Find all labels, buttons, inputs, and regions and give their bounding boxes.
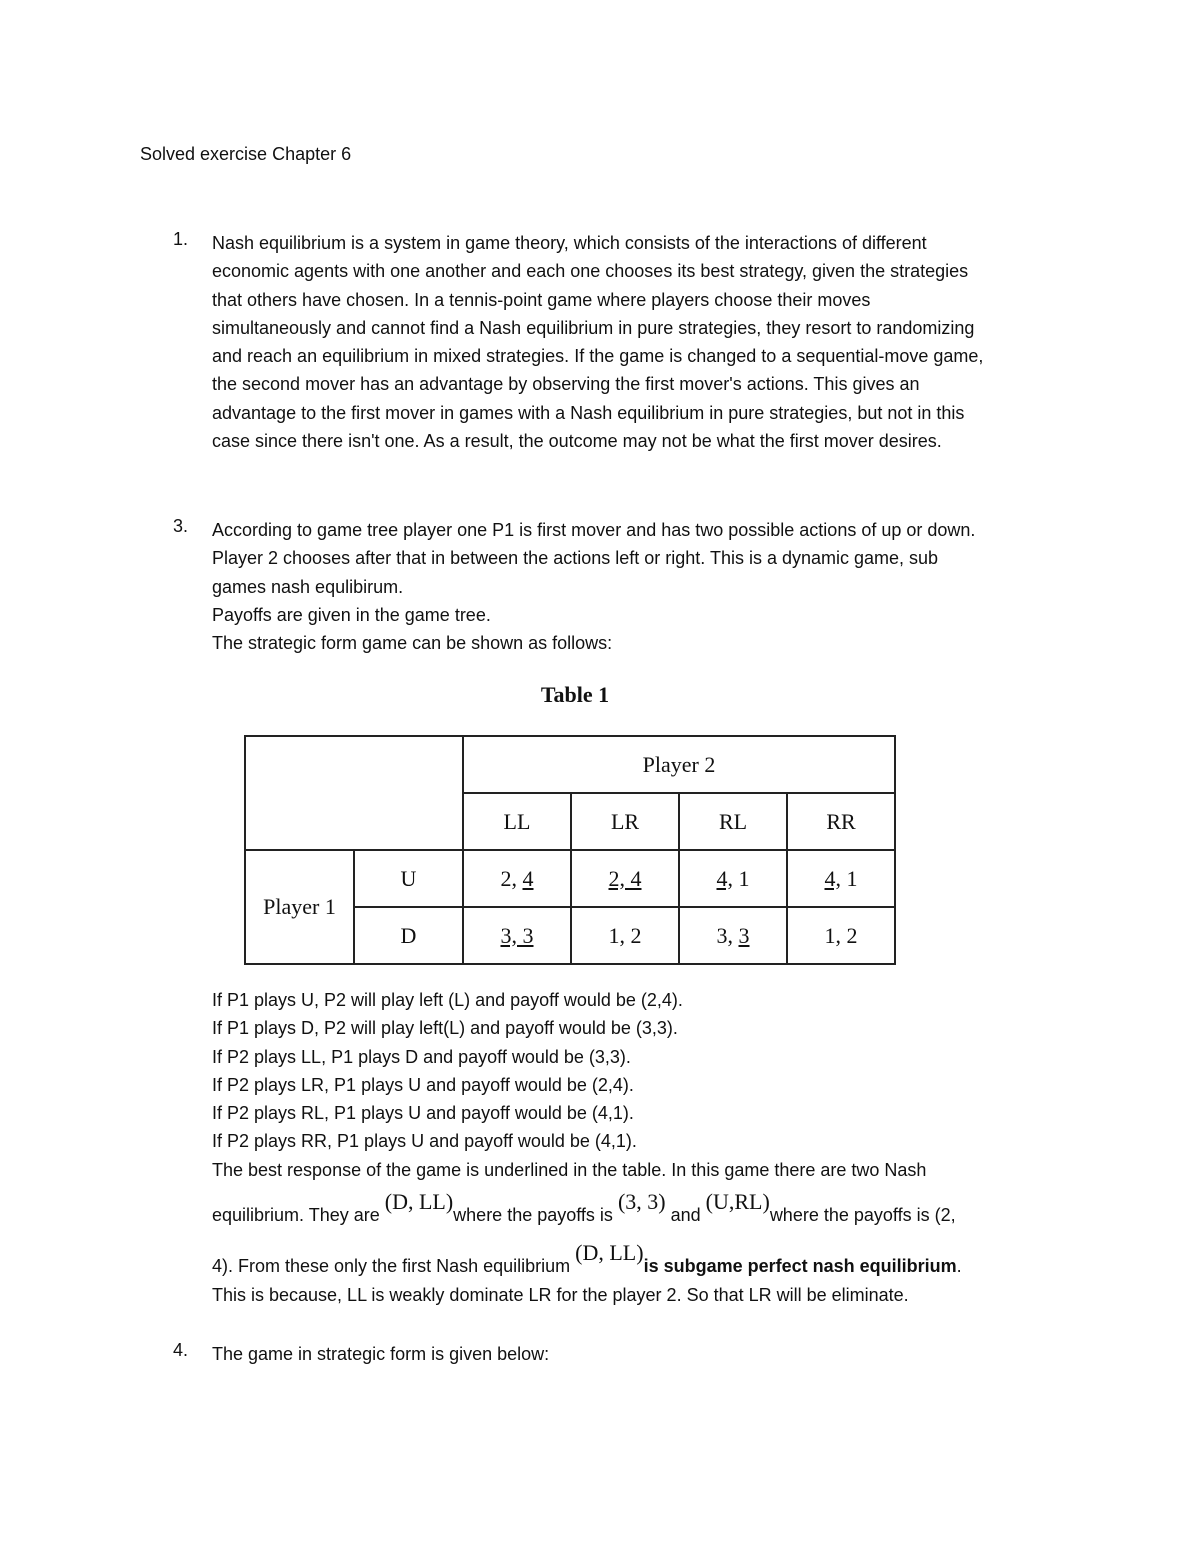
column-header: RL: [679, 793, 787, 850]
payoff-p1: 4,: [716, 865, 733, 891]
payoff-cell: [679, 907, 787, 964]
payoff-p1: 2,: [608, 865, 631, 891]
math-expression: (U,RL): [705, 1189, 770, 1215]
text-line: the second mover has an advantage by observing the first mover's actions. This gives an: [212, 374, 920, 395]
payoff-p1: 3,: [716, 922, 733, 948]
row-header: U: [354, 850, 463, 907]
payoff-cell: [463, 907, 571, 964]
payoff-cell: [571, 907, 679, 964]
text-line: and reach an equilibrium in mixed strategies. If the game is changed to a sequential-move game,: [212, 346, 984, 367]
text-span: equilibrium. They are: [212, 1205, 385, 1226]
payoff-p2: 1: [738, 865, 750, 891]
payoff-p2: 3: [522, 922, 534, 948]
player2-header: Player 2: [463, 736, 895, 793]
payoff-p2: 4: [522, 865, 534, 891]
text-line: simultaneously and cannot find a Nash equilibrium in pure strategies, they resort to randomizing: [212, 317, 975, 338]
equilibrium-line: [212, 1189, 1092, 1229]
text-line: The strategic form game can be shown as follows:: [212, 633, 613, 654]
text-line: If P2 plays RL, P1 plays U and payoff would be (4,1).: [212, 1103, 634, 1124]
list-number: 3.: [173, 516, 189, 536]
column-header: RR: [787, 793, 895, 850]
text-line: The game in strategic form is given below:: [212, 1344, 550, 1364]
text-line: economic agents with one another and each one chooses its best strategy, given the strategies: [212, 261, 969, 282]
payoff-p1: 2,: [500, 865, 517, 891]
table-title: Table 1: [540, 682, 610, 707]
text-line: Player 2 chooses after that in between the actions left or right. This is a dynamic game, sub: [212, 548, 939, 569]
text-line: If P2 plays LL, P1 plays D and payoff would be (3,3).: [212, 1046, 631, 1067]
text-line: This is because, LL is weakly dominate LR for the player 2. So that LR will be eliminate.: [212, 1284, 909, 1305]
item1-paragraph: [212, 229, 1082, 455]
corner-cell: [245, 736, 463, 850]
column-header: LL: [463, 793, 571, 850]
payoff-p2: 3: [738, 922, 750, 948]
payoff-p1: 1,: [608, 922, 625, 948]
payoff-cell: [787, 850, 895, 907]
payoff-p1: 4,: [824, 865, 841, 891]
text-span: 4). From these only the first Nash equilibrium: [212, 1256, 576, 1277]
payoff-p1: 1,: [824, 922, 841, 948]
text-span: where the payoffs is (2,: [769, 1205, 956, 1226]
list-number: 1.: [173, 229, 189, 249]
payoff-table: [244, 735, 896, 965]
text-line: Payoffs are given in the game tree.: [212, 604, 491, 625]
payoff-p2: 1: [846, 865, 858, 891]
bold-text: is subgame perfect nash equilibrium: [643, 1256, 957, 1277]
payoff-cell: [571, 850, 679, 907]
text-line: If P1 plays D, P2 will play left(L) and payoff would be (3,3).: [212, 1018, 678, 1039]
payoff-p2: 2: [846, 922, 858, 948]
text-span: .: [956, 1256, 962, 1277]
text-span: where the payoffs is: [453, 1205, 618, 1226]
text-line: If P2 plays LR, P1 plays U and payoff would be (2,4).: [212, 1074, 634, 1095]
document-title: Solved exercise Chapter 6: [140, 144, 352, 164]
text-line: games nash equlibirum.: [212, 576, 404, 597]
text-line: If P1 plays U, P2 will play left (L) and payoff would be (2,4).: [212, 990, 683, 1010]
list-number: 4.: [173, 1340, 189, 1360]
text-line: Nash equilibrium is a system in game theory, which consists of the interactions of different: [212, 233, 927, 253]
text-line: advantage to the first mover in games with a Nash equilibrium in pure strategies, but not in this: [212, 402, 965, 423]
payoff-cell: [463, 850, 571, 907]
player1-header: Player 1: [245, 850, 354, 964]
row-header: D: [354, 907, 463, 964]
payoff-p1: 3,: [500, 922, 523, 948]
text-line: If P2 plays RR, P1 plays U and payoff would be (4,1).: [212, 1131, 637, 1152]
text-span: and: [670, 1205, 706, 1226]
payoff-p2: 4: [630, 865, 642, 891]
payoff-cell: [679, 850, 787, 907]
math-expression: (3, 3): [617, 1189, 666, 1215]
column-header: LR: [571, 793, 679, 850]
best-response-paragraph: [212, 986, 1092, 1309]
spe-line: [212, 1240, 1092, 1280]
payoff-p2: 2: [630, 922, 642, 948]
text-line: case since there isn't one. As a result, the outcome may not be what the first mover desires.: [212, 431, 942, 452]
item4-paragraph: [212, 1340, 1082, 1368]
item3-paragraph: [212, 516, 1082, 657]
payoff-cell: [787, 907, 895, 964]
text-line: According to game tree player one P1 is first mover and has two possible actions of up or down.: [212, 520, 976, 540]
math-expression: (D, LL): [575, 1240, 644, 1266]
text-line: The best response of the game is underlined in the table. In this game there are two Nash: [212, 1159, 927, 1180]
math-expression: (D, LL): [384, 1189, 454, 1215]
text-line: that others have chosen. In a tennis-point game where players choose their moves: [212, 289, 871, 310]
